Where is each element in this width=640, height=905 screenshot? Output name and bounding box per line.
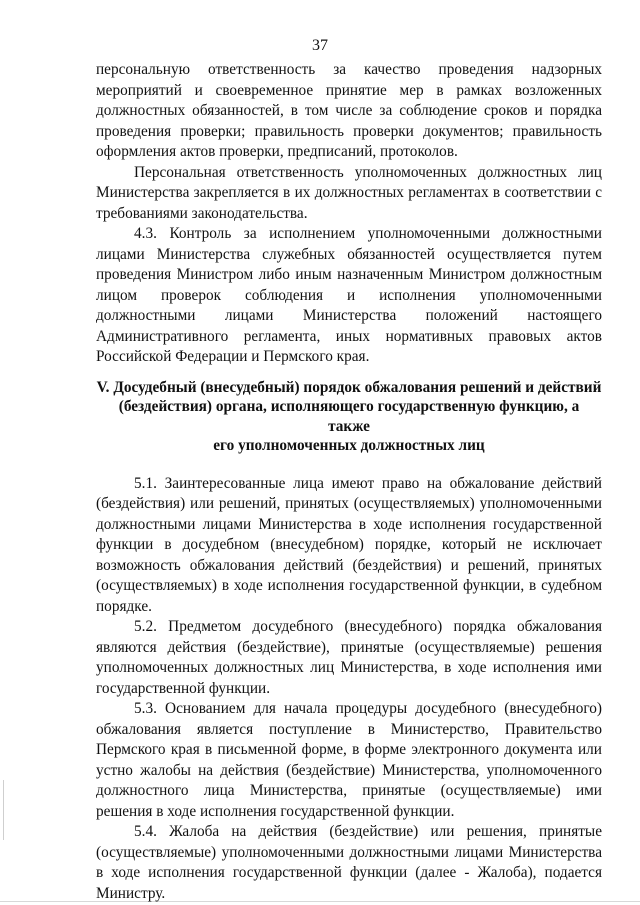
paragraph-4-3-control: 4.3. Контроль за исполнением уполномоченными должностными лицами Министерства служебных обязанностей осуществляется путем проведения Министром либо иным назначенным Министром должностным лицом проверок соблюдения и исполнения уполномоченными должностными лицами Министерства положений настоящего Административного регламента, иных нормативных правовых актов Российской Федерации и Пермского края. xyxy=(96,225,602,365)
paragraph-personal-responsibility: Персональная ответственность уполномоченных должностных лиц Министерства закрепляется в их должностных регламентах в соответствии с требованиями законодательства. xyxy=(96,163,602,222)
section-heading-line-2: (бездействия) органа, исполняющего государственную функцию, а также xyxy=(118,398,580,435)
paragraph-5-4: 5.4. Жалоба на действия (бездействие) или решения, принятые (осуществляемые) уполномоченными должностными лицами Министерства в ходе исполнения государственной функции (далее - Жалоба), подается Министру. xyxy=(96,823,602,902)
paragraph-responsibility-continued: персональную ответственность за качество проведения надзорных мероприятий и своевременное принятие мер в рамках возложенных должностных обязанностей, в том числе за соблюдение сроков и порядка проведения проверки; правильность проверки документов; правильность оформления актов проверки, предписаний, протоколов. xyxy=(96,61,602,160)
section-heading-line-1: V. Досудебный (внесудебный) порядок обжалования решений и действий xyxy=(96,378,602,396)
document-body xyxy=(96,60,602,904)
scan-edge-mark xyxy=(3,0,4,905)
paragraph-5-3: 5.3. Основанием для начала процедуры досудебного (внесудебного) обжалования является поступление в Министерство, Правительство Пермского края в письменной форме, в форме электронного документа или устно жалобы на действия (бездействие) Министерства, уполномоченного должностного лица Министерства, принятые (осуществляемые) ими решения в ходе исполнения государственной функции. xyxy=(96,700,602,820)
paragraph-5-2: 5.2. Предметом досудебного (внесудебного) порядка обжалования являются действия (бездействие), принятые (осуществляемые) решения уполномоченных должностных лиц Министерства, в ходе исполнения ими государственной функции. xyxy=(96,618,602,697)
section-heading-line-3: его уполномоченных должностных лиц xyxy=(213,437,485,454)
section-v-heading xyxy=(96,378,602,456)
paragraph-5-1: 5.1. Заинтересованные лица имеют право на обжалование действий (бездействия) или решений, принятых (осуществляемых) уполномоченными должностными лицами Министерства в ходе исполнения государственной функции в досудебном (внесудебном) порядке, который не исключает возможность обжалования действий (бездействия) и решений, принятых (осуществляемых) в ходе исполнения государственной функции, в судебном порядке. xyxy=(96,474,602,615)
page-number: 37 xyxy=(312,37,328,54)
